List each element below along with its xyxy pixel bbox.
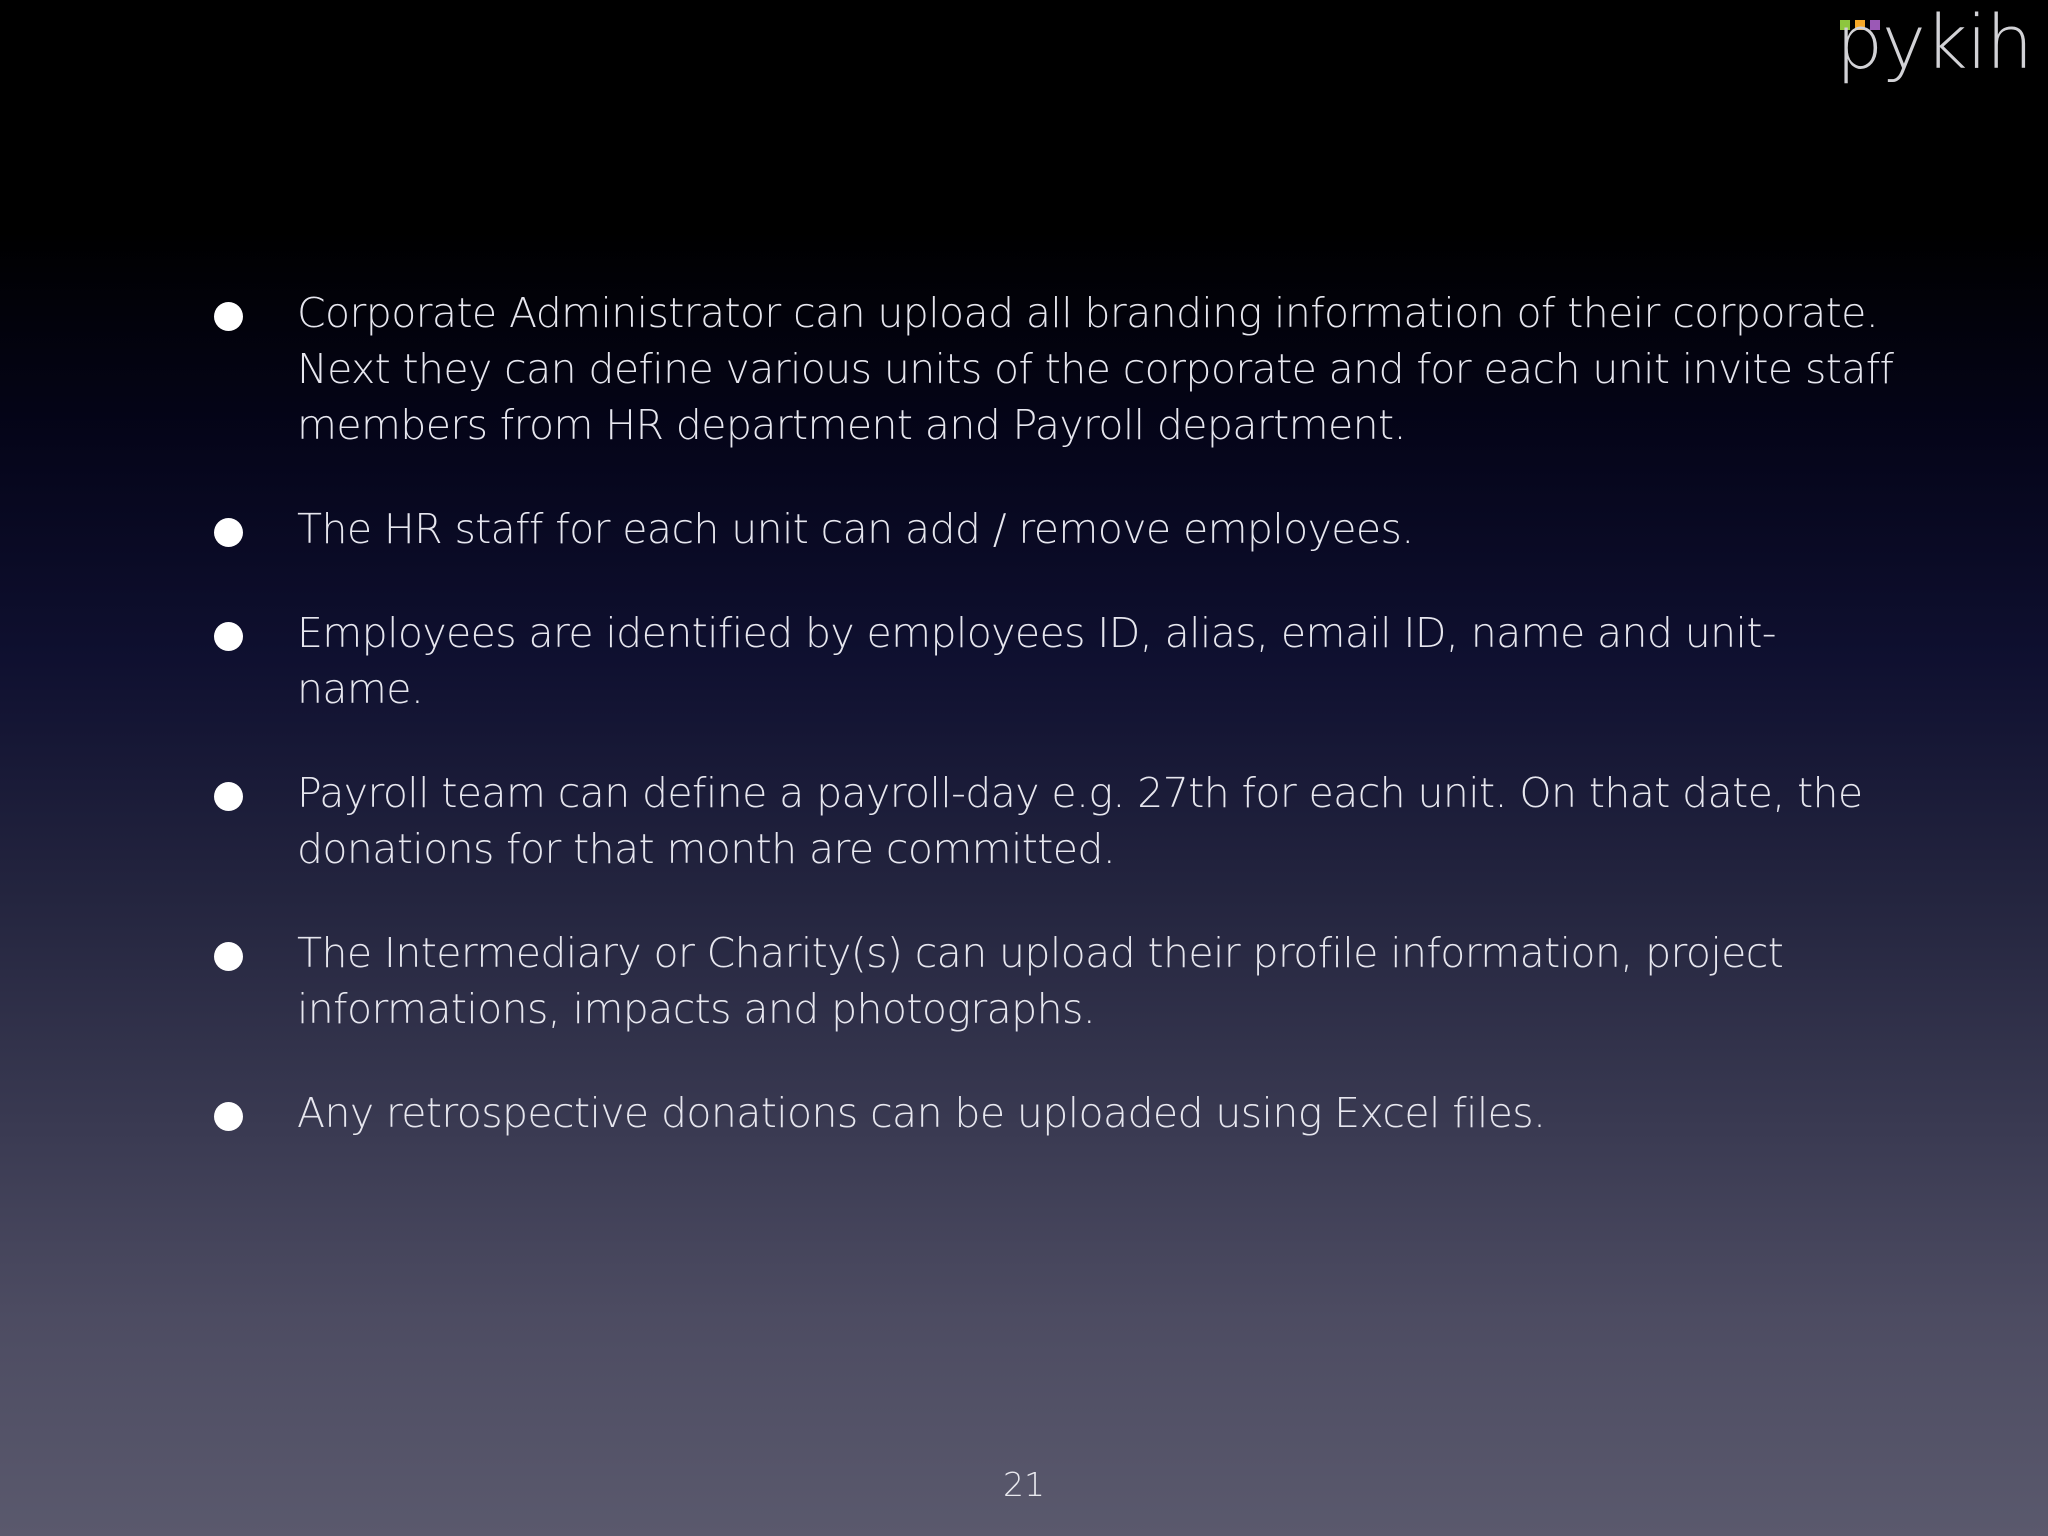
bullet-text: The HR staff for each unit can add / remove employees. (297, 505, 1414, 553)
pykih-logo (1836, 0, 2033, 104)
bullet-text: Any retrospective donations can be uploaded using Excel files. (297, 1089, 1546, 1137)
page-number: 21 (1003, 1465, 1045, 1504)
bullet-text: Employees are identified by employees ID, alias, email ID, name and unit-name. (297, 609, 1777, 713)
bullet-text: The Intermediary or Charity(s) can upload their profile information, project informations, impacts and photographs. (297, 929, 1784, 1033)
bullet-dot-icon (214, 518, 243, 547)
bullet-dot-icon (214, 782, 243, 811)
bullet-dot-icon (214, 302, 243, 331)
bullet-item (0, 925, 2048, 1037)
bullet-text: Payroll team can define a payroll-day e.g. 27th for each unit. On that date, the donations for that month are committed. (297, 769, 1863, 873)
bullet-item (0, 605, 2048, 717)
bullet-item (0, 285, 2048, 453)
bullet-item (0, 765, 2048, 877)
bullet-item (0, 1085, 2048, 1141)
bullet-text: Corporate Administrator can upload all branding information of their corporate. Next they can define various units of the corporate and for each unit invite staff members from HR department and Payroll department. (297, 289, 1894, 449)
bullet-item (0, 501, 2048, 557)
bullet-dot-icon (214, 622, 243, 651)
bullet-dot-icon (214, 1102, 243, 1131)
bullet-dot-icon (214, 942, 243, 971)
bullet-list (0, 285, 2048, 1189)
logo-wordmark: pykih (1836, 0, 2033, 86)
